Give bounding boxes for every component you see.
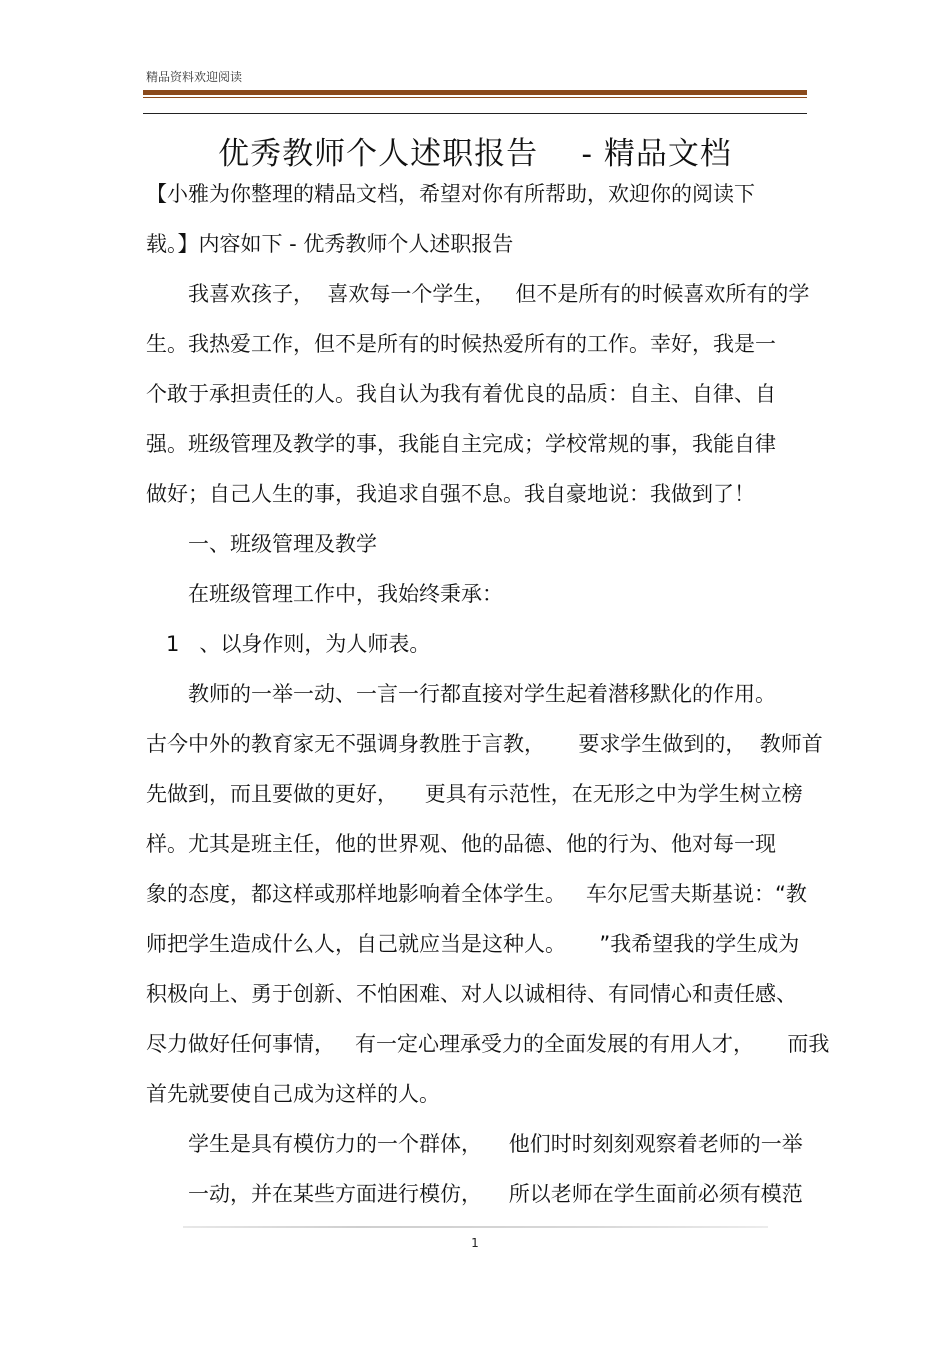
- body-line: 【小雅为你整理的精品文档，希望对你有所帮助，欢迎你的阅读下: [146, 182, 755, 206]
- body-line: 载。】内容如下 - 优秀教师个人述职报告: [146, 232, 514, 256]
- body-line: 做好；自己人生的事，我追求自强不息。我自豪地说：我做到了！: [146, 482, 755, 506]
- title-divider: [143, 113, 807, 114]
- body-line: 教师的一举一动、一言一行都直接对学生起着潜移默化的作用。: [188, 682, 776, 706]
- footer-divider: [183, 1226, 768, 1228]
- body-line: 象的态度，都这样或那样地影响着全体学生。 车尔尼雪夫斯基说：“教: [146, 882, 807, 906]
- body-line: 尽力做好任何事情， 有一定心理承受力的全面发展的有用人才， 而我: [146, 1032, 830, 1056]
- header-divider-thin: [143, 97, 807, 98]
- body-line: 古今中外的教育家无不强调身教胜于言教， 要求学生做到的， 教师首: [146, 732, 823, 756]
- body-line: 强。班级管理及教学的事，我能自主完成；学校常规的事，我能自律: [146, 432, 776, 456]
- body-line: 学生是具有模仿力的一个群体， 他们时时刻刻观察着老师的一举: [188, 1132, 803, 1156]
- header-divider-thick: [143, 90, 807, 95]
- body-line: 首先就要使自己成为这样的人。: [146, 1082, 440, 1106]
- page-number: 1: [471, 1236, 479, 1250]
- document-title: 优秀教师个人述职报告 - 精品文档: [218, 136, 732, 172]
- body-line: 先做到，而且要做的更好， 更具有示范性，在无形之中为学生树立榜: [146, 782, 803, 806]
- body-line: 一动，并在某些方面进行模仿， 所以老师在学生面前必须有模范: [188, 1182, 803, 1206]
- body-line: 积极向上、勇于创新、不怕困难、对人以诚相待、有同情心和责任感、: [146, 982, 797, 1006]
- body-line: 我喜欢孩子， 喜欢每一个学生， 但不是所有的时候喜欢所有的学: [188, 282, 810, 306]
- body-line: 样。尤其是班主任，他的世界观、他的品德、他的行为、他对每一现: [146, 832, 776, 856]
- body-line: 个敢于承担责任的人。我自认为我有着优良的品质：自主、自律、自: [146, 382, 776, 406]
- list-heading: 1 、以身作则，为人师表。: [166, 632, 431, 656]
- body-line: 在班级管理工作中，我始终秉承：: [188, 582, 503, 606]
- body-line: 师把学生造成什么人，自己就应当是这种人。 ”我希望我的学生成为: [146, 932, 800, 956]
- section-heading: 一、班级管理及教学: [188, 532, 377, 556]
- header-label: 精品资料欢迎阅读: [146, 70, 243, 84]
- body-line: 生。我热爱工作，但不是所有的时候热爱所有的工作。幸好，我是一: [146, 332, 776, 356]
